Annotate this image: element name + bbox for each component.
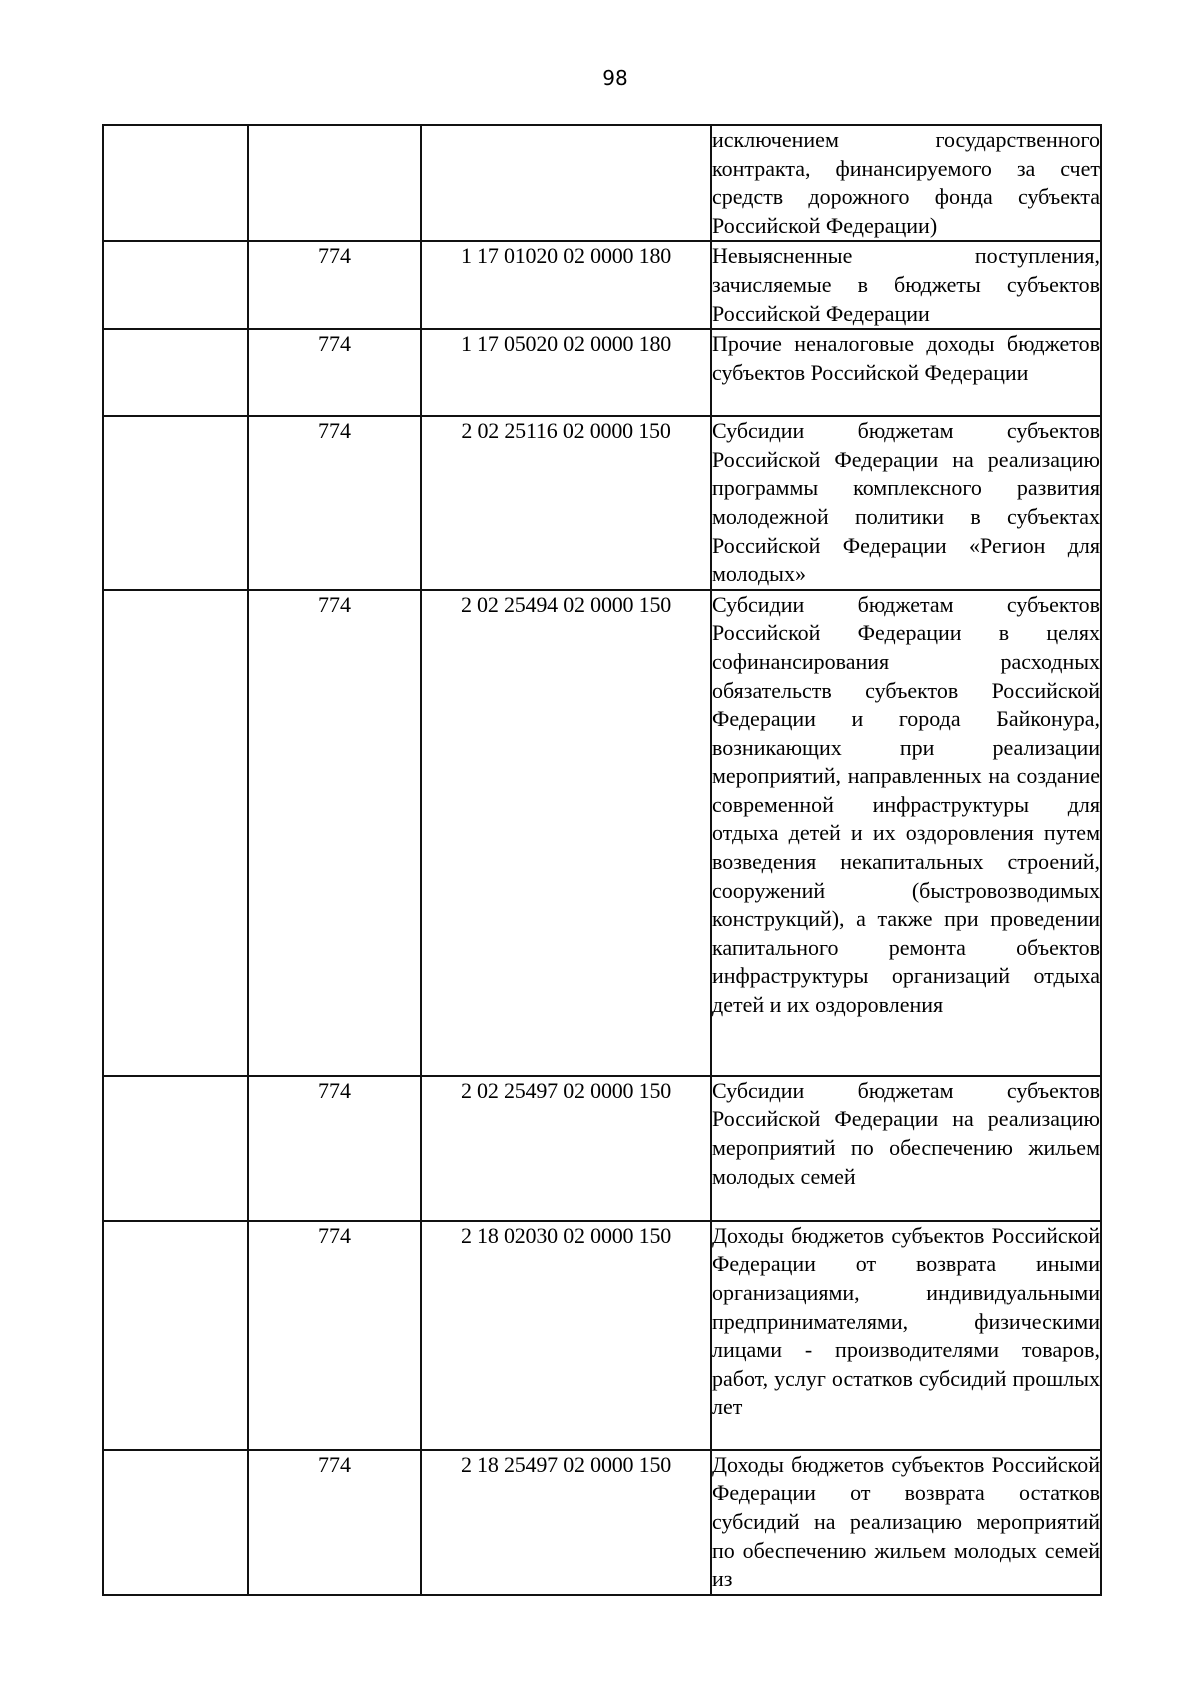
budget-code-cell: 2 02 25116 02 0000 150 <box>421 416 711 590</box>
table-row <box>103 125 1101 241</box>
row-blank-cell <box>103 125 248 241</box>
description-text: Прочие неналоговые доходы бюджетов субъектов Российской Федерации <box>712 331 1100 385</box>
description-cell <box>711 241 1101 329</box>
description-text: Субсидии бюджетам субъектов Российской Федерации на реализацию мероприятий по обеспечению жильем молодых семей <box>712 1077 1100 1189</box>
row-blank-cell <box>103 329 248 416</box>
row-blank-cell <box>103 241 248 329</box>
admin-code-cell: 774 <box>248 1450 421 1595</box>
description-cell <box>711 329 1101 416</box>
budget-code-cell: 2 18 02030 02 0000 150 <box>421 1221 711 1450</box>
row-blank-cell <box>103 1221 248 1450</box>
budget-classification-table <box>102 124 1102 1596</box>
description-text: Субсидии бюджетам субъектов Российской Федерации на реализацию программы комплексного развития молодежной политики в субъектах Российской Федерации «Регион для молодых» <box>712 418 1100 587</box>
budget-code-cell <box>421 125 711 241</box>
admin-code-cell: 774 <box>248 590 421 1076</box>
description-cell <box>711 590 1101 1076</box>
admin-code-cell: 774 <box>248 241 421 329</box>
description-cell <box>711 1221 1101 1450</box>
table-row <box>103 241 1101 329</box>
description-cell <box>711 125 1101 241</box>
row-blank-cell <box>103 590 248 1076</box>
table-row <box>103 1221 1101 1450</box>
admin-code-cell: 774 <box>248 329 421 416</box>
table-row <box>103 1076 1101 1221</box>
admin-code-cell: 774 <box>248 1076 421 1221</box>
admin-code-cell <box>248 125 421 241</box>
admin-code-cell: 774 <box>248 1221 421 1450</box>
page-number: 98 <box>602 66 628 90</box>
budget-code-cell: 1 17 05020 02 0000 180 <box>421 329 711 416</box>
table-row <box>103 1450 1101 1595</box>
description-cell <box>711 1450 1101 1595</box>
description-text: исключением государственного контракта, финансируемого за счет средств дорожного фонда субъекта Российской Федерации) <box>712 127 1100 238</box>
description-cell <box>711 1076 1101 1221</box>
description-text: Невыясненные поступления, зачисляемые в бюджеты субъектов Российской Федерации <box>712 243 1100 326</box>
admin-code-cell: 774 <box>248 416 421 590</box>
table-row <box>103 416 1101 590</box>
table-row <box>103 329 1101 416</box>
row-blank-cell <box>103 1076 248 1221</box>
budget-code-cell: 2 02 25497 02 0000 150 <box>421 1076 711 1221</box>
description-text: Доходы бюджетов субъектов Российской Федерации от возврата остатков субсидий на реализацию мероприятий по обеспечению жильем молодых семей из <box>712 1451 1100 1592</box>
budget-code-cell: 1 17 01020 02 0000 180 <box>421 241 711 329</box>
description-text: Доходы бюджетов субъектов Российской Федерации от возврата иными организациями, индивидуальными предпринимателями, физическими лицами - производителями товаров, работ, услуг остатков субсидий прошлых лет <box>712 1222 1100 1420</box>
row-blank-cell <box>103 416 248 590</box>
table-row <box>103 590 1101 1076</box>
budget-code-cell: 2 02 25494 02 0000 150 <box>421 590 711 1076</box>
description-cell <box>711 416 1101 590</box>
budget-code-cell: 2 18 25497 02 0000 150 <box>421 1450 711 1595</box>
row-blank-cell <box>103 1450 248 1595</box>
description-text: Субсидии бюджетам субъектов Российской Федерации в целях софинансирования расходных обязательств субъектов Российской Федерации и города Байконура, возникающих при реализации мероприятий, направленных на создание современной инфраструктуры для отдыха детей и их оздоровления путем возведения некапитальных строений, сооружений (быстровозводимых конструкций), а также при проведении капитального ремонта объектов инфраструктуры организаций отдыха детей и их оздоровления <box>712 591 1100 1018</box>
